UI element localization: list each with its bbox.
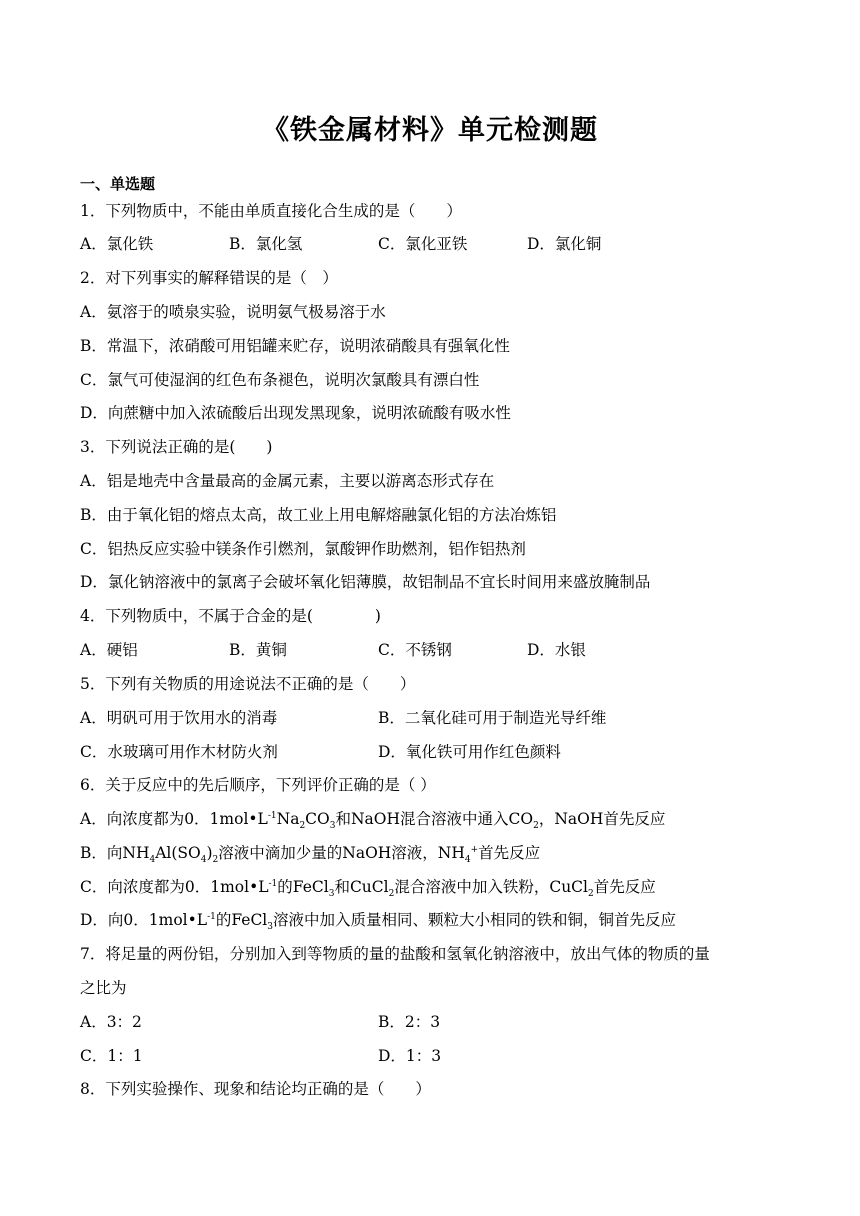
question-3-option-b: B．由于氧化铝的熔点太高，故工业上用电解熔融氯化铝的方法冶炼铝 [80,506,557,524]
section-heading: 一、单选题 [80,175,156,193]
question-2-option-d: D．向蔗糖中加入浓硫酸后出现发黑现象，说明浓硫酸有吸水性 [80,404,511,422]
page-title: 《铁金属材料》单元检测题 [262,115,598,146]
question-7-option-a: A．3：2 [80,1013,142,1031]
question-6-option-d: D．向0．$1mol•L^{-1}$的FeCl$_3$溶液中加入质量相同、颗粒大小相同的铁和铜，铜首先反应 [80,911,677,933]
question-2-option-b: B．常温下，浓硝酸可用铝罐来贮存，说明浓硝酸具有强氧化性 [80,337,510,355]
question-5-stem: 5．下列有关物质的用途说法不正确的是（ ） [80,675,416,693]
question-6-stem: 6．关于反应中的先后顺序，下列评价正确的是（ ） [80,776,436,794]
question-5-option-b: B．二氧化硅可用于制造光导纤维 [378,709,607,727]
question-7-stem: 7．将足量的两份铝，分别加入到等物质的量的盐酸和氢氧化钠溶液中，放出气体的物质的量 [80,945,710,963]
question-7-option-b: B．2：3 [378,1013,441,1031]
question-1-option-b: B．氯化氢 [229,235,303,253]
question-7-option-c: C．1：1 [80,1047,143,1065]
question-5-option-a: A．明矾可用于饮用水的消毒 [80,709,278,727]
question-3-option-d: D．氯化钠溶液中的氯离子会破坏氧化铝薄膜，故铝制品不宜长时间用来盛放腌制品 [80,573,651,591]
question-4-option-c: C．不锈钢 [378,641,452,659]
question-6-option-c: C．向浓度都为0．$1mol•L^{-1}$的FeCl$_3$和CuCl$_2$混合溶液中加入铁粉，CuCl$_2$首先反应 [80,878,656,900]
question-2-option-a: A．氨溶于的喷泉实验，说明氨气极易溶于水 [80,303,386,321]
question-2-stem: 2．对下列事实的解释错误的是（ ） [80,269,338,287]
question-8-stem: 8．下列实验操作、现象和结论均正确的是（ ） [80,1080,431,1098]
question-4-option-a: A．硬铝 [80,641,138,659]
question-7-stem-continued: 之比为 [80,979,127,997]
question-3-option-a: A．铝是地壳中含量最高的金属元素，主要以游离态形式存在 [80,472,495,490]
question-5-option-c: C．水玻璃可用作木材防火剂 [80,743,278,761]
question-4-option-b: B．黄铜 [229,641,287,659]
question-1-option-a: A．氯化铁 [80,235,154,253]
question-6-option-b: B．向$NH_4Al(SO_4)_2$溶液中滴加少量的NaOH溶液，$NH_4^+$首先反应 [80,844,541,866]
question-3-stem: 3．下列说法正确的是( ) [80,438,273,456]
question-1-option-c: C．氯化亚铁 [378,235,468,253]
question-2-option-c: C．氯气可使湿润的红色布条褪色，说明次氯酸具有漂白性 [80,371,480,389]
question-4-stem: 4．下列物质中，不属于合金的是( ) [80,607,381,625]
question-5-option-d: D．氧化铁可用作红色颜料 [378,743,561,761]
question-3-option-c: C．铝热反应实验中镁条作引燃剂，氯酸钾作助燃剂，铝作铝热剂 [80,540,526,558]
question-4-option-d: D．水银 [527,641,586,659]
question-7-option-d: D．1：3 [378,1047,442,1065]
question-1-stem: 1．下列物质中，不能由单质直接化合生成的是（ ） [80,202,462,220]
question-1-option-d: D．氯化铜 [527,235,602,253]
question-6-option-a: A．向浓度都为0．$1mol•L^{-1}Na_2CO_3$和NaOH混合溶液中通入$CO_2$，NaOH首先反应 [80,810,666,832]
